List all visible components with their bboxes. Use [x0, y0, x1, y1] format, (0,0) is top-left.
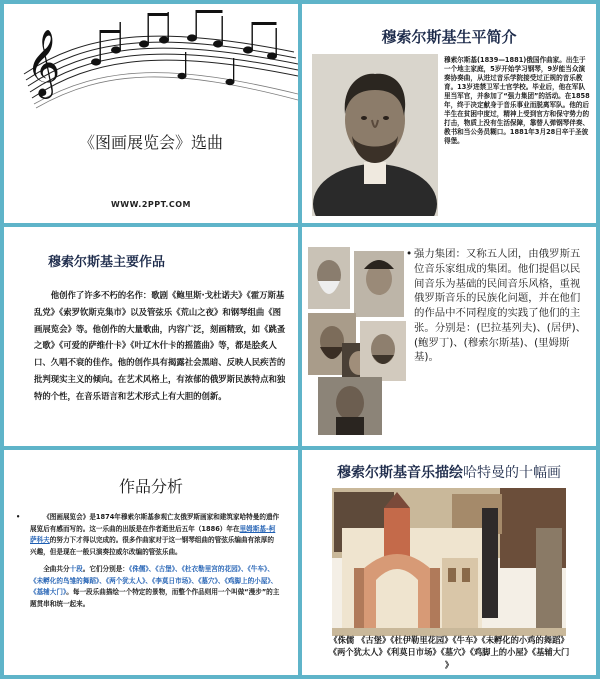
slide-title — [4, 4, 298, 223]
slide-mighty-handful — [302, 227, 596, 446]
mighty-handful-description: 强力集团：又称五人团，由俄罗斯五位音乐家组成的集团。他们提倡以民间音乐为基础的民间音乐风格，重视俄罗斯音乐的民族化问题，并在他们的作品中不同程度的实践了他们的主张。分别是：(巴拉基列夫)、(居伊)、(鲍罗丁)、(穆索尔斯基)、(里姆斯基)。 — [414, 248, 587, 364]
slide-work-analysis — [4, 450, 298, 675]
heading-rest-part: 哈特曼的十幅画 — [463, 465, 561, 481]
composer-portrait-image — [312, 54, 438, 216]
caption-line: 《两个犹太人》《利莫日市场》《墓穴》《鸡脚上的小屋》《基辅大门 — [328, 647, 570, 658]
analysis-body — [16, 512, 280, 616]
slide-major-works — [4, 227, 298, 446]
presentation-title: 《图画展览会》选曲 — [78, 133, 223, 152]
slide-heading: 穆索尔斯基生平简介 — [381, 28, 517, 46]
bullet-marker: • — [406, 248, 413, 260]
biography-text: 穆索尔斯基(1839—1881)俄国作曲家。出生于一个地主家庭，5岁开始学习钢琴，9岁能当众演奏协奏曲，从进过音乐学院接受过正规的音乐教育。13岁进禁卫军士官学校。毕业后，他在军队里当军官，并参加了“强力集团”的活动。在1858年，终于决定献身于音乐事业而脱离军队。他的后半生在贫困中度过，精神上受到官方和保守势力的打击，物质上没有生活保障，靠替人弹钢琴伴奏、教书和当公务员糊口。1881年3月28日卒于圣彼得堡。 — [444, 56, 590, 145]
music-staff-notes-icon — [4, 4, 298, 114]
section-count: 十段 — [69, 565, 83, 574]
slide-ten-paintings — [302, 450, 596, 675]
caption-line: 》 — [444, 659, 454, 670]
paragraph-text: 的努力下才得以完成的。很多作曲家对于这一钢琴组曲的管弦乐编曲有浓厚的兴趣，但是现在一般只演奏拉威尔改编的管弦乐曲。 — [30, 536, 274, 556]
composers-collage-image — [308, 247, 408, 437]
mighty-handful-text — [406, 247, 590, 365]
caption-line: 《侏儒 《古堡》《杜伊勒里花园》《牛车》《未孵化的小鸡的舞蹈》 — [329, 635, 569, 645]
paintings-caption — [302, 634, 596, 671]
slide-heading — [302, 462, 596, 482]
hartmann-painting-collage-image — [332, 488, 566, 636]
analysis-paragraph — [30, 564, 280, 610]
heading-bold-part: 穆索尔斯基音乐描绘 — [337, 465, 463, 481]
bullet-marker: • — [16, 513, 21, 521]
site-url: WWW.2PPT.COM — [110, 200, 192, 209]
paragraph-text: 。每一段乐曲描绘一个特定的景物，而整个作品则用一个叫做“漫步”的主题贯串和统一起来。 — [30, 588, 280, 608]
paragraph-text: 《图画展览会》是1874年穆索尔斯基参观亡友俄罗斯画家和建筑家哈特曼的遗作展览后有感而写的。这一乐曲的出版是在作者逝世后五年（1886）年在 — [30, 513, 280, 533]
slide-biography — [302, 4, 596, 223]
svg-text:𝄞: 𝄞 — [26, 28, 61, 96]
analysis-paragraph — [16, 512, 280, 558]
paragraph-text: 。它们分别是： — [82, 565, 129, 574]
paragraph-text: 全曲共分 — [43, 565, 70, 574]
works-text: 他创作了许多不朽的名作：歌剧《鲍里斯·戈杜诺夫》《霍万斯基乱党》《索罗钦斯克集市》以及管弦乐《荒山之夜》和钢琴组曲《图画展览会》等。他创作的大量歌曲，内容广泛，刻画精致，如《跳蚤之歌》《可爱的萨维什卡》《叶辽木什卡的摇篮曲》等，都是脍炙人口、久唱不衰的佳作。他的创作具有揭露社会黑暗、反映人民疾苦的批判现实主义的倾向。在艺术风格上，有浓郁的俄罗斯民族特点和独特的个性，在音乐语言和艺术形式上有大胆的创新。 — [34, 290, 286, 401]
slide-heading: 穆索尔斯基主要作品 — [48, 255, 166, 270]
slide-heading: 作品分析 — [118, 477, 183, 496]
rimsky-korsakov-link[interactable]: 里姆斯基-柯萨科夫 — [30, 524, 276, 545]
movement-titles: 《侏儒》、《古堡》、《杜衣勒里宫的花园》、《牛车》、《未孵化的鸟雏的舞蹈》、《两个犹太人》、《李莫日市场》、《墓穴》、《鸡脚上的小屋》、《基辅大门》 — [30, 565, 278, 597]
